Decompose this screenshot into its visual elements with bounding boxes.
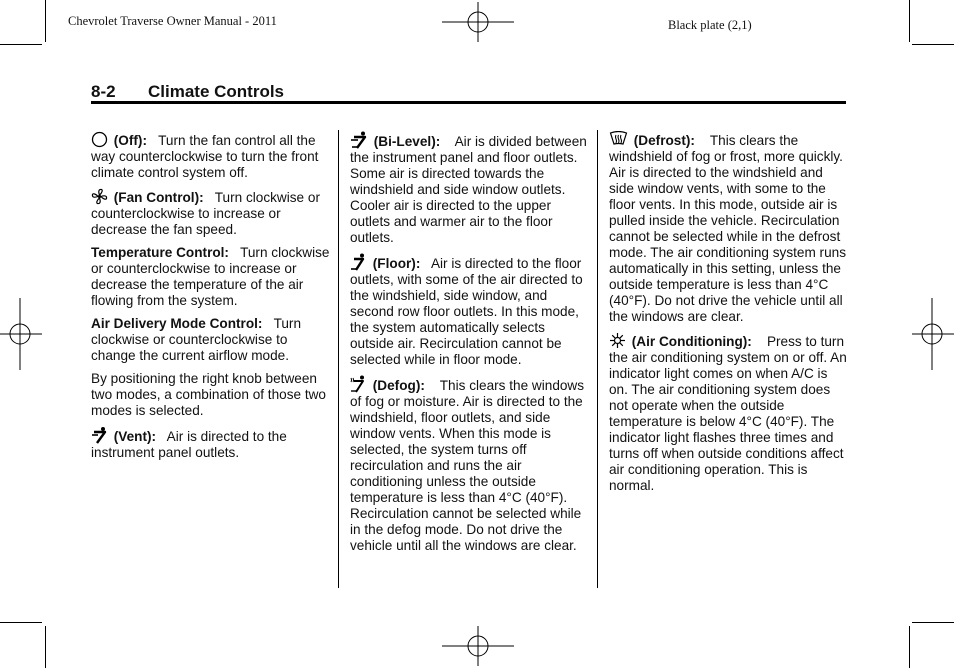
text-defog: This clears the windows of fog or moisture. Air is directed to the windshield, floor outlets, and side window vents. When this mode is selected, the system turns off recirculation and runs the air conditioning unless the outside temperature is less than 4°C (40°F). Recirculation cannot be selected while in the defog mode. Do not drive the vehicle until all the windows are clear. <box>350 378 585 553</box>
paragraph-air-conditioning <box>609 332 849 494</box>
manual-title: Chevrolet Traverse Owner Manual - 2011 <box>68 14 277 28</box>
term-defrost: (Defrost): <box>633 133 695 148</box>
column-2 <box>350 131 590 561</box>
paragraph-bilevel <box>350 131 590 246</box>
term-floor: (Floor): <box>372 256 421 271</box>
off-circle-icon <box>91 131 108 148</box>
term-off: (Off): <box>113 133 147 148</box>
section-title: Climate Controls <box>148 82 285 101</box>
section-number: 8-2 <box>91 82 116 101</box>
crop-mark <box>909 626 910 668</box>
paragraph-mode-combination <box>91 371 331 419</box>
registration-mark-icon <box>912 298 954 370</box>
term-defog: (Defog): <box>372 378 425 393</box>
text-temperature: Turn clockwise or counterclockwise to increase or decrease the temperature of the air flowing from the system. <box>91 245 330 308</box>
text-off: Turn the fan control all the way counterclockwise to turn the front climate control system off. <box>91 133 319 180</box>
paragraph-fan <box>91 188 331 238</box>
registration-mark-icon <box>442 2 514 42</box>
registration-mark-icon <box>442 626 514 666</box>
term-air-conditioning: (Air Conditioning): <box>631 334 752 349</box>
term-temperature: Temperature Control: <box>91 245 229 260</box>
registration-mark-icon <box>0 298 42 370</box>
section-heading <box>91 82 284 102</box>
term-fan: (Fan Control): <box>113 190 204 205</box>
text-bilevel: Air is divided between the instrument panel and floor outlets. Some air is directed towards the windshield and side window outlets. Cooler air is directed to the upper outlets and warmer air to the floor outlets. <box>350 134 587 245</box>
crop-mark <box>0 44 42 45</box>
column-3 <box>609 131 849 501</box>
floor-mode-icon <box>350 253 367 271</box>
text-mode-combination: By positioning the right knob between two modes, a combination of those two modes is selected. <box>91 371 326 418</box>
fan-icon <box>91 188 108 205</box>
defog-mode-icon <box>350 375 367 393</box>
text-air-delivery: Turn clockwise or counterclockwise to change the current airflow mode. <box>91 316 302 363</box>
crop-mark <box>45 626 46 668</box>
paragraph-vent <box>91 426 331 461</box>
heading-rule <box>91 101 846 104</box>
text-vent: Air is directed to the instrument panel outlets. <box>91 429 287 460</box>
paragraph-temperature <box>91 245 331 309</box>
term-vent: (Vent): <box>113 429 157 444</box>
crop-mark <box>0 622 42 623</box>
paragraph-defrost <box>609 131 849 325</box>
plate-label: Black plate (2,1) <box>668 18 752 32</box>
paragraph-off <box>91 131 331 181</box>
crop-mark <box>912 622 954 623</box>
column-1 <box>91 131 331 468</box>
bi-level-mode-icon <box>350 131 368 149</box>
vent-mode-icon <box>91 426 108 444</box>
column-divider <box>597 130 598 588</box>
text-floor: Air is directed to the floor outlets, with some of the air directed to the windshield, side window, and second row floor outlets. In this mode, the system automatically selects outside air. Recirculation cannot be selected while in floor mode. <box>350 256 583 367</box>
crop-mark <box>45 0 46 42</box>
crop-mark <box>909 0 910 42</box>
term-bilevel: (Bi-Level): <box>373 134 441 149</box>
text-defrost: This clears the windshield of fog or frost, more quickly. Air is directed to the windshield and side window vents, with some to the floor vents. In this mode, outside air is pulled inside the vehicle. Recirculation cannot be selected while in the defrost mode. The air conditioning system runs automatically in this setting, unless the outside temperature is less than 4°C (40°F). Do not drive the vehicle until all the windows are clear. <box>609 133 847 324</box>
defrost-icon <box>609 131 628 148</box>
paragraph-floor <box>350 253 590 368</box>
term-air-delivery: Air Delivery Mode Control: <box>91 316 263 331</box>
column-divider <box>338 130 339 588</box>
paragraph-air-delivery <box>91 316 331 364</box>
text-air-conditioning: Press to turn the air conditioning system on or off. An indicator light comes on when A/C is on. The air conditioning system does not operate when the outside temperature is below 4°C (40°F). The indicator light flashes three times and turns off when outside conditions affect air conditioning operation. This is normal. <box>609 334 847 493</box>
snowflake-icon <box>609 332 626 349</box>
text-fan: Turn clockwise or counterclockwise to increase or decrease the fan speed. <box>91 190 320 237</box>
crop-mark <box>912 44 954 45</box>
paragraph-defog <box>350 375 590 554</box>
